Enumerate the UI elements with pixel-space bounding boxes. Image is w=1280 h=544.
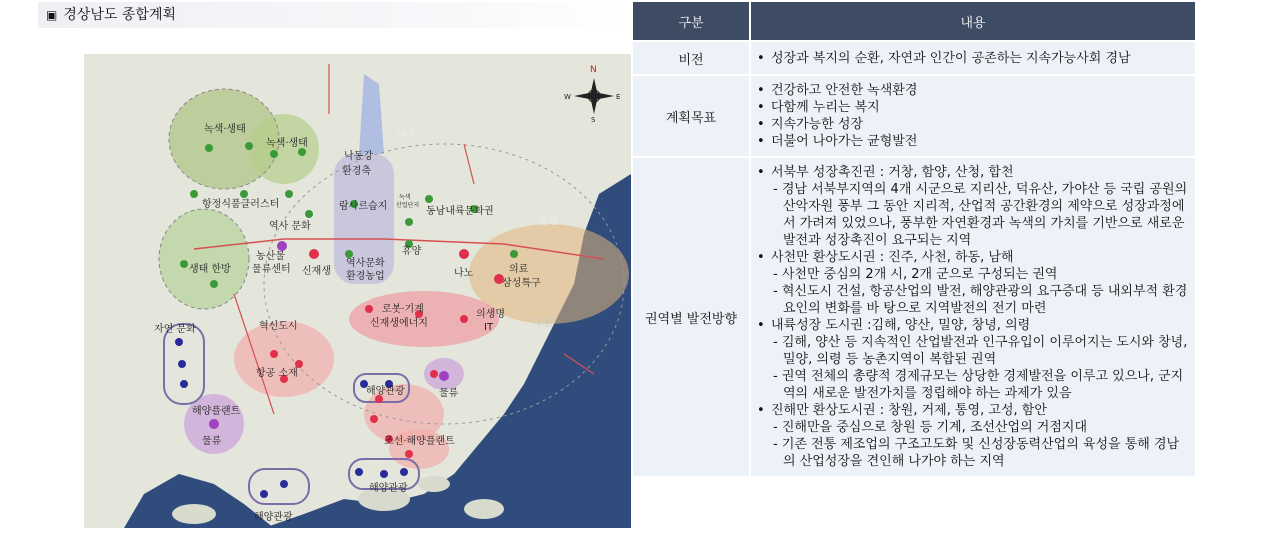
table-row-goals: [633, 75, 1195, 157]
map-label: 항공 소재: [256, 368, 298, 379]
map-label: 환경축: [342, 166, 371, 177]
compass-east-label: E: [616, 93, 621, 101]
map-label: IT: [484, 322, 494, 333]
sub-list: [755, 181, 1189, 249]
island: [464, 499, 504, 519]
sub-item: - 혁신도시 건설, 항공산업의 발전, 해양관광의 요구증대 등 내외부적 환경요인의 변화를 바 탕으로 지역발전의 전기 마련: [773, 284, 1188, 316]
map-label: 환경농업: [346, 271, 385, 282]
map-label: 낙동강: [344, 151, 373, 162]
list-item: • 더불어 나아가는 균형발전: [755, 133, 1189, 150]
map-label: 삼성특구: [502, 278, 541, 289]
list-item: • 사천만 환상도시권 : 진주, 사천, 하동, 남해: [755, 249, 1189, 266]
map-label: 의료: [509, 264, 529, 275]
map-label: 울산: [539, 216, 559, 227]
row-content: [750, 75, 1195, 157]
row-content: [750, 157, 1195, 476]
list-item: • 서북부 성장촉진권 : 거창, 함양, 산청, 합천: [755, 164, 1189, 181]
island: [172, 504, 216, 524]
map-label: 역사문화: [346, 258, 385, 269]
sub-list: [755, 266, 1189, 317]
map-label: 물류: [202, 436, 222, 447]
section-title-text: 경상남도 종합계획: [63, 7, 176, 23]
compass-south-label: S: [591, 116, 596, 124]
map-label: 해양관광: [369, 483, 408, 494]
sub-item: - 김해, 양산 등 지속적인 산업발전과 인구유입이 이루어지는 도시와 창녕, 밀양, 의령 등 농촌지역이 복합된 권역: [773, 335, 1188, 367]
map-label: 혁신도시: [259, 321, 298, 332]
map-label: 해양관광: [254, 512, 293, 523]
map-label: 부산: [534, 318, 554, 329]
map-svg: [84, 54, 631, 528]
map-label: 농산물: [256, 251, 285, 262]
header-content: 내용: [750, 2, 1195, 41]
list-item: • 진해만 환상도시권 : 창원, 거제, 통영, 고성, 함안: [755, 402, 1189, 419]
map-label: 생태 한방: [189, 264, 231, 275]
map-label: 해양관광: [366, 386, 405, 397]
map-label: 해양플랜트: [192, 406, 241, 417]
table-row-regional: [633, 157, 1195, 476]
map-label: 로봇·기계: [382, 304, 424, 315]
sub-list: [755, 334, 1189, 402]
sub-item: - 진해만을 중심으로 창원 등 기계, 조선산업의 거점지대: [773, 420, 1088, 435]
compass-north-label: N: [590, 65, 597, 75]
map-label: 녹색·생태: [266, 138, 308, 149]
sub-list: [755, 419, 1189, 470]
row-content: [750, 41, 1195, 75]
square-marker-icon: ▣: [46, 8, 58, 22]
map-label: 자연 문화: [154, 324, 196, 335]
green-zone: [249, 114, 319, 184]
map-label: 의생명: [476, 309, 505, 320]
list-item: • 건강하고 안전한 녹색환경: [755, 82, 1189, 99]
list-item: • 내륙성장 도시권 :김해, 양산, 밀양, 창녕, 의령: [755, 317, 1189, 334]
map-label: 동남내륙문화권: [426, 206, 494, 217]
map-label: 역사 문화: [269, 221, 311, 232]
map-label: 물류센터: [252, 264, 291, 275]
map-label: 녹색·생태: [204, 124, 246, 135]
sub-item: - 권역 전체의 총량적 경제규모는 상당한 경제발전을 이루고 있으나, 군지역의 새로운 발전가치를 정립해야 하는 과제가 있음: [773, 369, 1184, 401]
map-label: 물류: [439, 388, 459, 399]
row-label: 권역별 발전방향: [633, 157, 750, 476]
compass-west-label: W: [564, 93, 571, 101]
pink-zone: [389, 429, 449, 469]
row-label: 계획목표: [633, 75, 750, 157]
sub-item: - 기존 전통 제조업의 구조고도화 및 신성장동력산업의 육성을 통해 경남의 산업성장을 견인해 나가야 하는 지역: [773, 437, 1180, 469]
row-label: 비전: [633, 41, 750, 75]
map-label: 신재생에너지: [370, 318, 428, 329]
regional-plan-map: [84, 54, 631, 528]
plan-table: [633, 2, 1195, 476]
map-label: 대구: [396, 130, 416, 141]
list-item: • 지속가능한 성장: [755, 116, 1189, 133]
pink-zone: [234, 321, 334, 397]
sub-item: - 사천만 중심의 2개 시, 2개 군으로 구성되는 권역: [773, 267, 1058, 282]
list-item: • 다함께 누리는 복지: [755, 99, 1189, 116]
sub-item: - 경남 서북부지역의 4개 시군으로 지리산, 덕유산, 가야산 등 국립 공원의 산악자원 풍부 그 동안 지리적, 산업적 공간환경의 제약으로 성장과정에서 가려져 있었으나, 풍부한 자연환경과 녹색의 가치를 기반으로 새로운 발전과 성장촉진이 요구되는 지역: [773, 182, 1188, 248]
header-category: 구분: [633, 2, 750, 41]
map-label: 조선·해양플랜트: [384, 436, 455, 447]
map-label: 산업단지: [396, 202, 420, 209]
map-label: 신재생: [302, 266, 331, 277]
list-item: • 성장과 복지의 순환, 자연과 인간이 공존하는 지속가능사회 경남: [755, 50, 1189, 67]
map-label: 나노: [454, 268, 474, 279]
table-row-vision: [633, 41, 1195, 75]
map-label: 람사르습지: [339, 201, 388, 212]
map-label: 항정식품클러스터: [202, 199, 280, 210]
map-label: 녹색: [399, 194, 411, 201]
section-title: [38, 2, 628, 28]
map-label: 휴양: [402, 246, 422, 257]
island: [418, 476, 450, 492]
